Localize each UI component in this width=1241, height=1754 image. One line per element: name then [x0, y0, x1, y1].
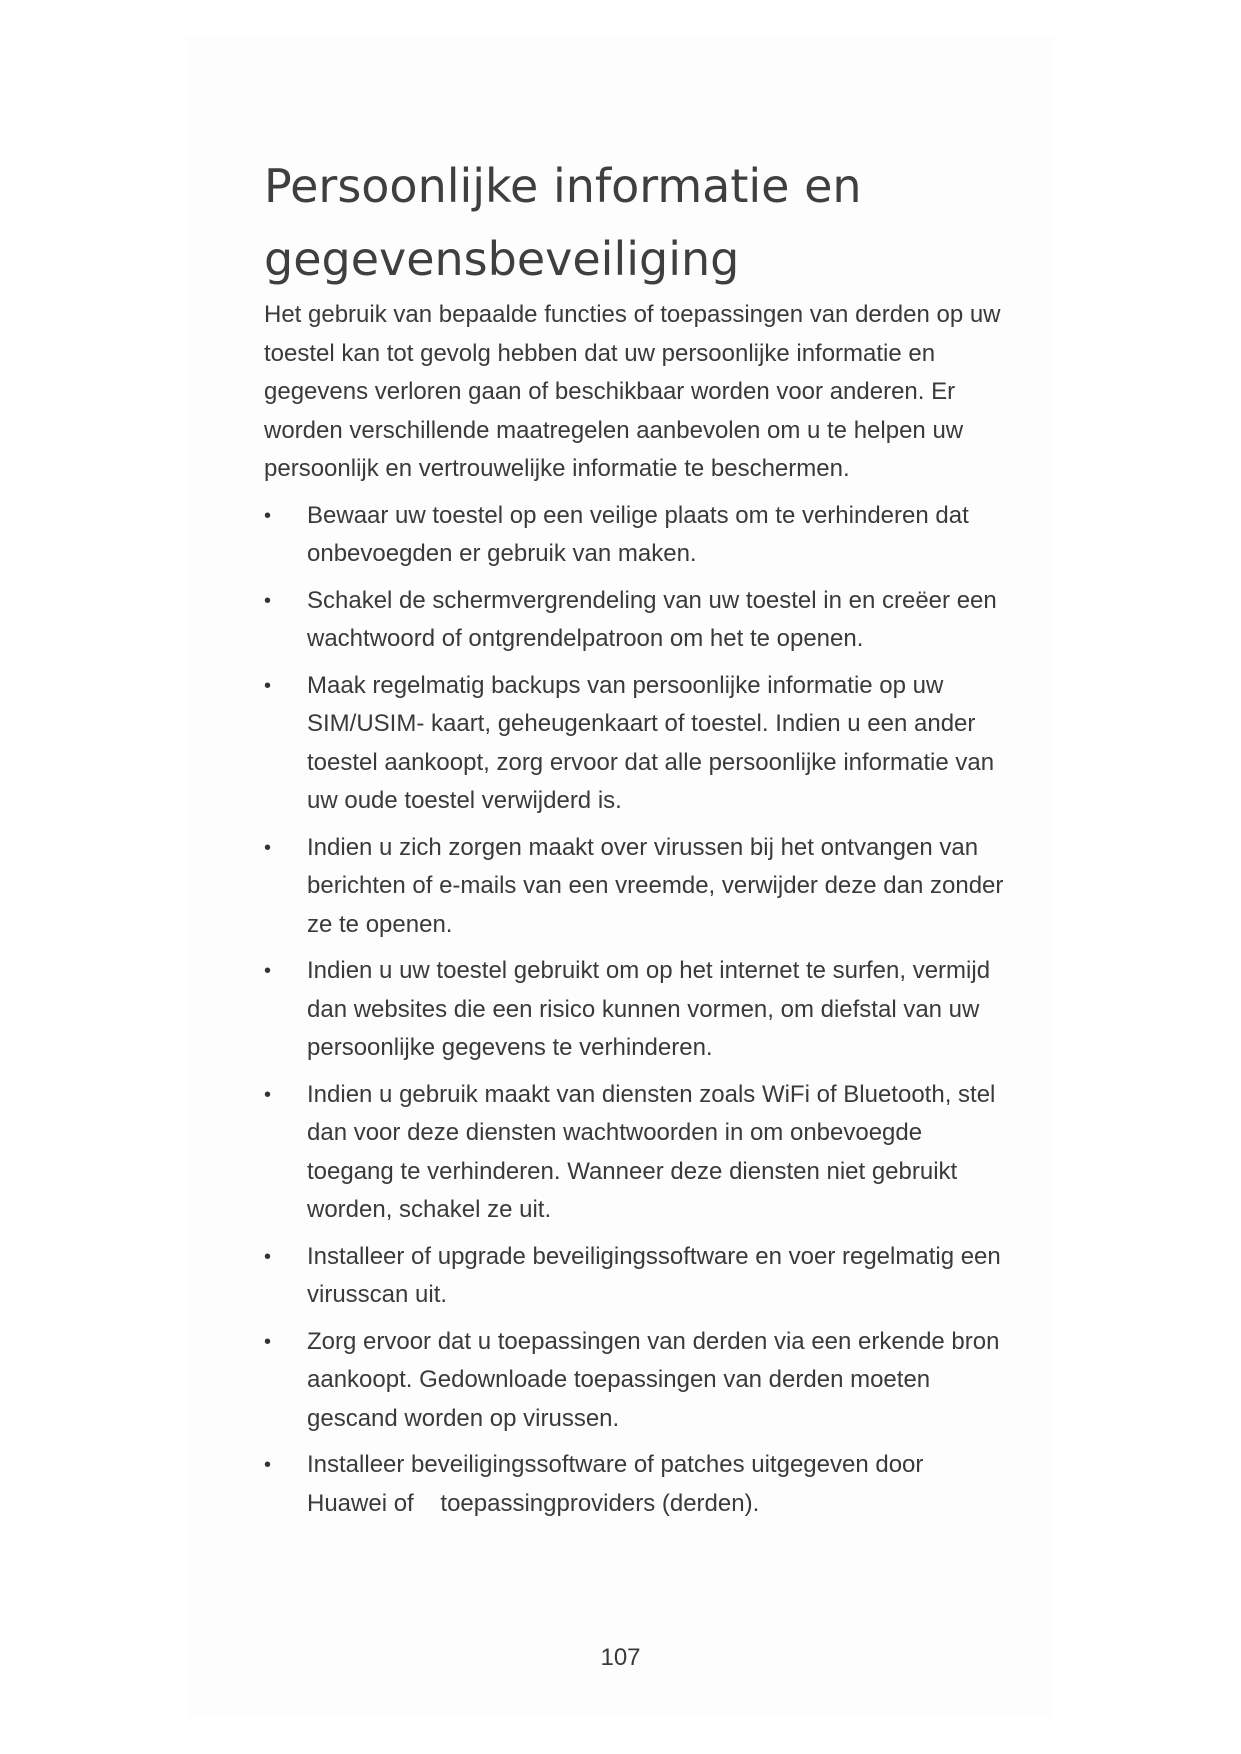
list-item-text: Indien u uw toestel gebruikt om op het internet te surfen, vermijd dan websites die een risico kunnen vormen, om diefstal van uw persoonlijke gegevens te verhinderen. [307, 957, 991, 1061]
list-item [264, 1238, 1004, 1315]
bullet-icon: • [264, 504, 272, 527]
list-item-text: Schakel de schermvergrendeling van uw toestel in en creëer een wachtwoord of ontgrendelpatroon om het te openen. [307, 586, 997, 652]
list-item [264, 667, 1004, 821]
list-item-text: Bewaar uw toestel op een veilige plaats om te verhinderen dat onbevoegden er gebruik van maken. [307, 501, 969, 567]
list-item [264, 582, 1004, 659]
page-number: 107 [600, 1644, 641, 1671]
list-item-text: Zorg ervoor dat u toepassingen van derden via een erkende bron aankoopt. Gedownloade toepassingen van derden moeten gescand worden op virussen. [307, 1327, 1000, 1432]
page-title: Persoonlijke informatie en gegevensbeveiliging [264, 159, 862, 286]
list-item-text: Installeer beveiligingssoftware of patches uitgegeven door Huawei of toepassingproviders (derden). [307, 1451, 931, 1517]
list-item-text: Maak regelmatig backups van persoonlijke informatie op uw SIM/USIM- kaart, geheugenkaart of toestel. Indien u een ander toestel aankoopt, zorg ervoor dat alle persoonlijke informatie van uw oude toestel verwijderd is. [307, 671, 995, 814]
list-item [264, 829, 1004, 945]
list-item-text: Indien u gebruik maakt van diensten zoals WiFi of Bluetooth, stel dan voor deze diensten wachtwoorden in om onbevoegde toegang te verhinderen. Wanneer deze diensten niet gebruikt worden, schakel ze uit. [307, 1080, 996, 1223]
bullet-icon: • [264, 674, 272, 697]
list-item [264, 1446, 1004, 1523]
list-item [264, 1076, 1004, 1230]
document-body [264, 150, 1004, 1531]
bullet-icon: • [264, 836, 272, 859]
list-item [264, 1323, 1004, 1439]
bullet-icon: • [264, 1245, 272, 1268]
bullet-icon: • [264, 1083, 272, 1106]
bullet-icon: • [264, 1454, 272, 1476]
list-item-text: Indien u zich zorgen maakt over virussen bij het ontvangen van berichten of e-mails van een vreemde, verwijder deze dan zonder ze te openen. [307, 833, 1004, 938]
list-item [264, 497, 1004, 574]
bullet-icon: • [264, 960, 272, 982]
list-item-text: Installeer of upgrade beveiligingssoftware en voer regelmatig een virusscan uit. [307, 1242, 1001, 1308]
security-tips-list [264, 497, 1004, 1524]
list-item [264, 952, 1004, 1068]
bullet-icon: • [264, 589, 272, 612]
intro-paragraph: Het gebruik van bepaalde functies of toepassingen van derden op uw toestel kan tot gevolg hebben dat uw persoonlijke informatie en gegevens verloren gaan of beschikbaar worden voor anderen. Er worden verschillende maatregelen aanbevolen om u te helpen uw persoonlijk en vertrouwelijke informatie te beschermen. [264, 301, 1001, 482]
bullet-icon: • [264, 1330, 272, 1353]
